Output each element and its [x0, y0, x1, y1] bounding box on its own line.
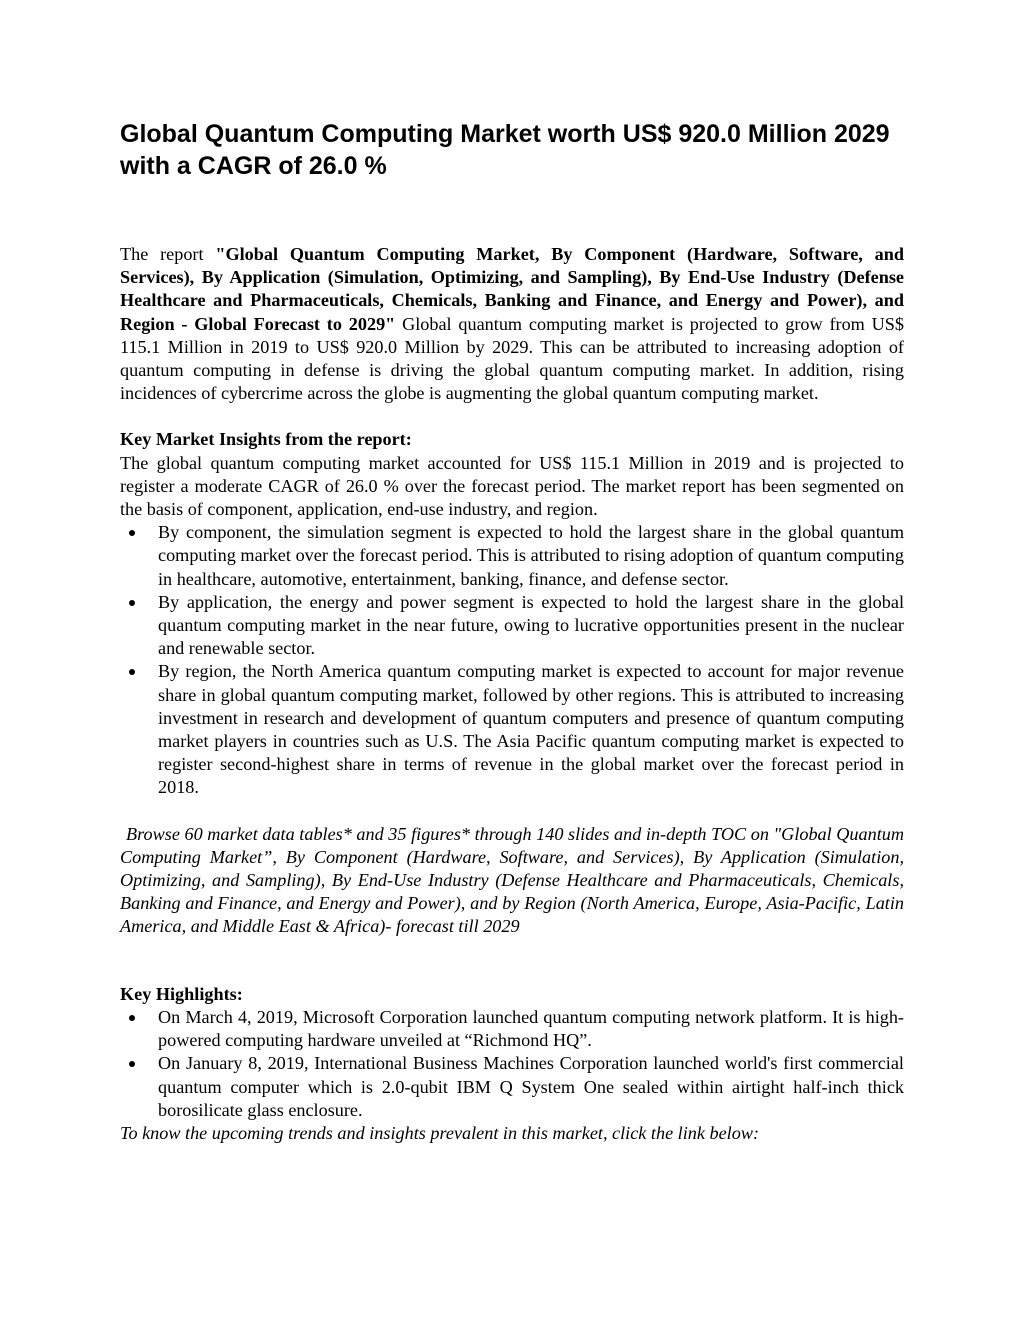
bullet-icon	[129, 600, 135, 606]
browse-note: Browse 60 market data tables* and 35 figures* through 140 slides and in-depth TOC on "Global Quantum Computing Market”, By Component (Hardware, Software, and Services), By Application (Simulation, Optimizing, and Sampling), By End-Use Industry (Defense Healthcare and Pharmaceuticals, Chemicals, Banking and Finance, and Energy and Power), and by Region (North America, Europe, Asia-Pacific, Latin America, and Middle East & Africa)- forecast till 2029	[120, 823, 904, 937]
list-item	[120, 591, 904, 661]
insights-summary: The global quantum computing market accounted for US$ 115.1 Million in 2019 and is projected to register a moderate CAGR of 26.0 % over the forecast period. The market report has been segmented on the basis of component, application, end-use industry, and region.	[120, 452, 904, 520]
list-item-text: On January 8, 2019, International Business Machines Corporation launched world's first commercial quantum computer which is 2.0-qubit IBM Q System One sealed within airtight half-inch thick borosilicate glass enclosure.	[158, 1053, 904, 1120]
list-item-text: By component, the simulation segment is expected to hold the largest share in the global quantum computing market over the forecast period. This is attributed to rising adoption of quantum computing in healthcare, automotive, entertainment, banking, finance, and defense sector.	[158, 522, 904, 589]
list-item-text: By region, the North America quantum computing market is expected to account for major revenue share in global quantum computing market, followed by other regions. This is attributed to increasing investment in research and development of quantum computers and presence of quantum computing market players in countries such as U.S. The Asia Pacific quantum computing market is expected to register second-highest share in terms of revenue in the global market over the forecast period in 2018.	[158, 661, 904, 798]
report-name: "Global Quantum Computing Market, By Component (Hardware, Software, and Services), By Application (Simulation, Optimizing, and Sampling), By End-Use Industry (Defense Healthcare and Pharmaceuticals, Chemicals, Banking and Finance, and Energy and Power), and Region - Global Forecast to 2029"	[120, 244, 905, 334]
page-title: Global Quantum Computing Market worth US$ 920.0 Million 2029 with a CAGR of 26.0 %	[120, 120, 890, 180]
bullet-icon	[129, 1015, 135, 1021]
intro-paragraph	[120, 243, 904, 405]
intro-lead: The report	[120, 244, 216, 264]
insights-list	[120, 521, 904, 799]
insights-heading: Key Market Insights from the report:	[120, 429, 412, 450]
document-page	[120, 118, 904, 1145]
list-item-text: On March 4, 2019, Microsoft Corporation launched quantum computing network platform. It is high-powered computing hardware unveiled at “Richmond HQ”.	[158, 1006, 904, 1051]
closing-line: To know the upcoming trends and insights prevalent in this market, click the link below:	[120, 1122, 760, 1143]
list-item	[120, 1006, 904, 1052]
bullet-icon	[129, 1061, 135, 1067]
highlights-heading: Key Highlights:	[120, 983, 243, 1004]
bullet-icon	[129, 669, 135, 675]
bullet-icon	[129, 530, 135, 536]
list-item	[120, 1052, 904, 1122]
list-item	[120, 521, 904, 591]
intro-body: Global quantum computing market is projected to grow from US$ 115.1 Million in 2019 to US$ 920.0 Million by 2029. This can be attributed to increasing adoption of quantum computing in defense is driving the global quantum computing market. In addition, rising incidences of cybercrime across the globe is augmenting the global quantum computing market.	[120, 313, 904, 404]
highlights-list	[120, 1006, 904, 1122]
list-item-text: By application, the energy and power segment is expected to hold the largest share in the global quantum computing market in the near future, owing to lucrative opportunities present in the nuclear and renewable sector.	[158, 591, 904, 659]
list-item	[120, 660, 904, 799]
